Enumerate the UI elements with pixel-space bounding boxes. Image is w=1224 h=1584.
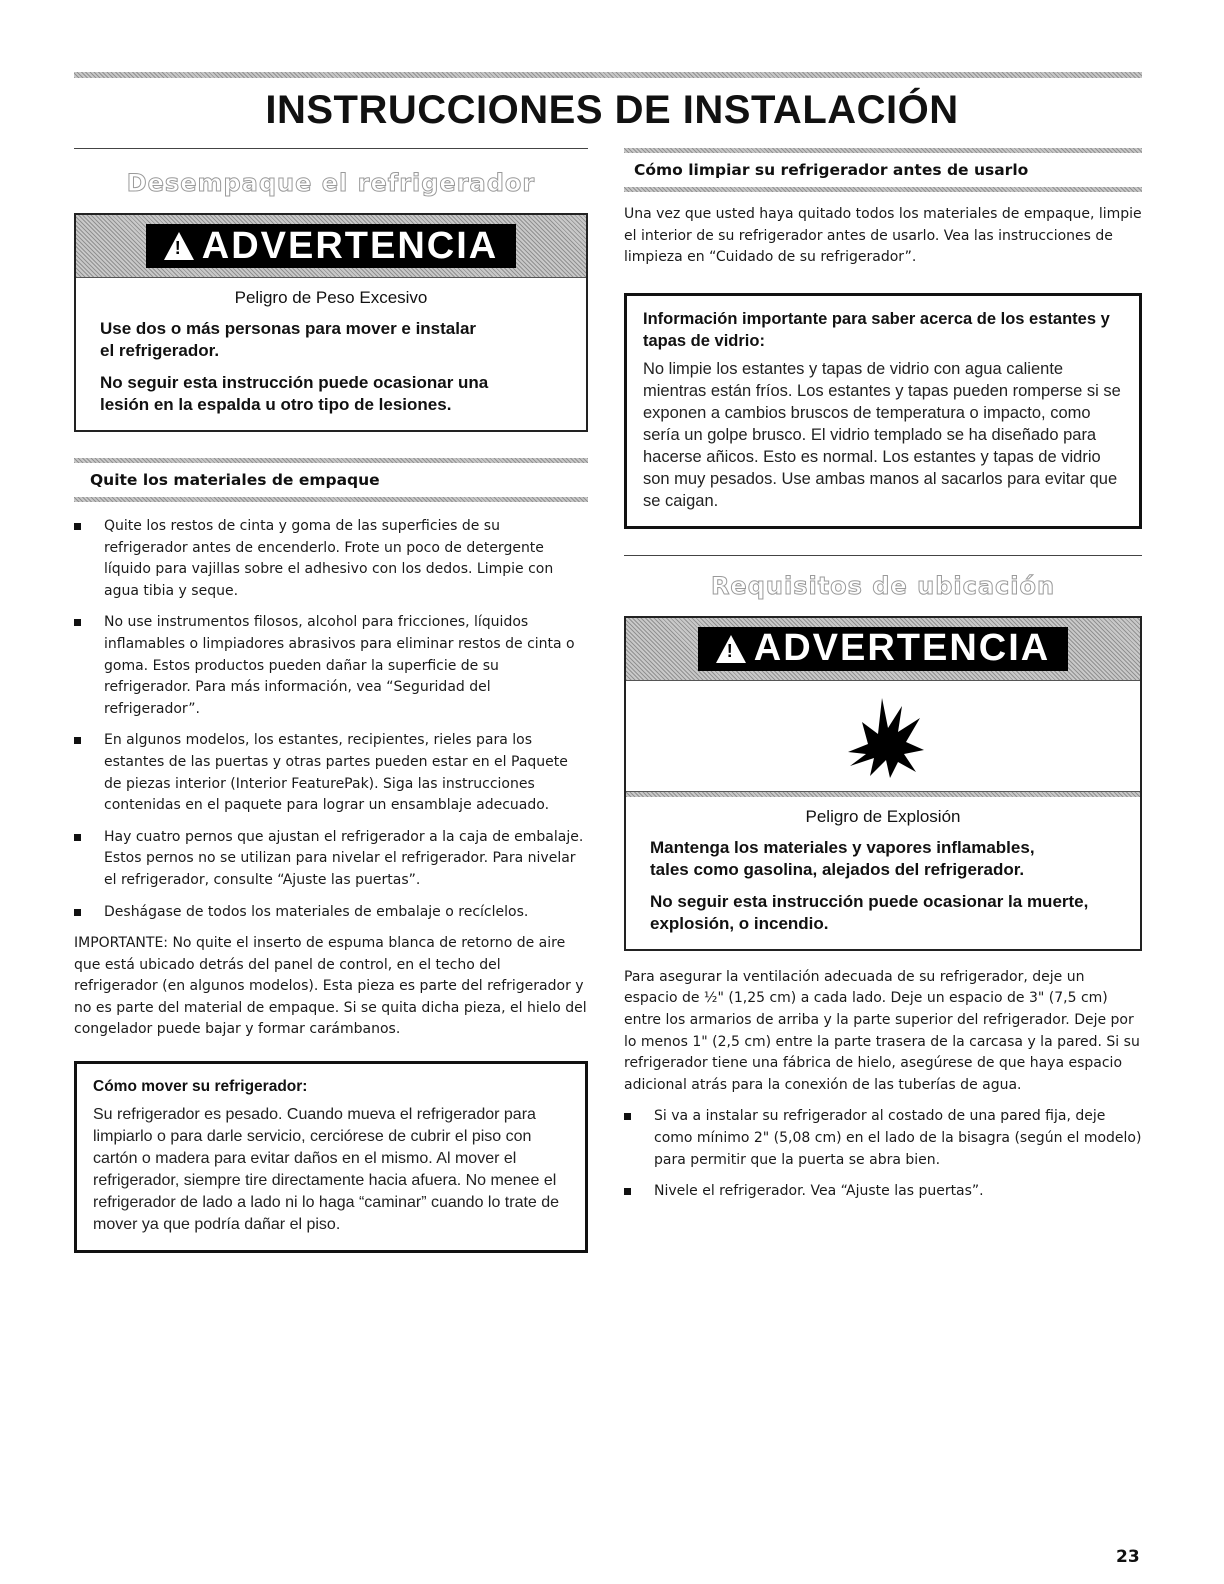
warning-instruction: Use dos o más personas para mover e instalar el refrigerador.: [100, 319, 477, 360]
glass-box-text: No limpie los estantes y tapas de vidrio con agua caliente mientras están fríos. Los estantes y tapas pueden romperse si se exponen a cambios bruscos de temperatura o impacto, como sería un golpe brusco. El vidrio templado se ha diseñado para hacerse añicos. Esto es normal. Los estantes y tapas de vidrio son muy pesados. Use ambas manos al sacarlos para evitar que se caigan.: [643, 359, 1121, 510]
packing-materials-heading: Quite los materiales de empaque: [90, 471, 380, 489]
hazard-title: Peligro de Explosión: [805, 806, 961, 826]
list-item: Hay cuatro pernos que ajustan el refrigerador a la caja de embalaje. Estos pernos no se utilizan para nivelar el refrigerador. Para nivelar el refrigerador, consulte “Ajuste las puertas”.: [74, 827, 588, 892]
warning-banner: [626, 618, 1140, 681]
list-item: No use instrumentos filosos, alcohol para fricciones, líquidos inflamables o limpiadores abrasivos para eliminar restos de cinta o goma. Estos productos pueden dañar la superficie de su refrigerador. Para más información, vea “Seguridad del refrigerador”.: [74, 612, 588, 720]
page-number: 23: [1116, 1547, 1140, 1567]
location-bullet-list: [624, 1106, 1142, 1202]
warning-body: [626, 797, 1140, 949]
warning-triangle-icon: !: [164, 232, 194, 260]
packing-bullet-list: [74, 516, 588, 923]
weight-warning-box: [74, 213, 588, 432]
warning-label: ! ADVERTENCIA: [698, 627, 1068, 671]
moving-info-box: [74, 1061, 588, 1253]
bullet-square-icon: [74, 737, 81, 744]
list-item: Nivele el refrigerador. Vea “Ajuste las puertas”.: [624, 1181, 1142, 1203]
important-note: IMPORTANTE: No quite el inserto de espuma blanca de retorno de aire que está ubicado detrás del panel de control, en el techo del refrigerador (en algunos modelos). Esta pieza es parte del refrigerador y no es parte del material de empaque. Si se quita dicha pieza, el hielo del congelador puede bajar y formar carámbanos.: [74, 935, 587, 1038]
warning-triangle-icon: !: [716, 635, 746, 663]
bullet-square-icon: [74, 523, 81, 530]
explosion-icon: [840, 692, 926, 780]
unpack-section-title: Desempaque el refrigerador: [126, 169, 536, 197]
cleaning-heading: Cómo limpiar su refrigerador antes de usarlo: [634, 161, 1029, 179]
bullet-square-icon: [74, 619, 81, 626]
bullet-square-icon: [74, 909, 81, 916]
subhead-band-bottom: [624, 187, 1142, 192]
glass-info-box: [624, 293, 1142, 529]
location-section-title: Requisitos de ubicación: [710, 571, 1056, 600]
moving-box-text: Su refrigerador es pesado. Cuando mueva el refrigerador para limpiarlo o para darle servicio, cerciórese de cubrir el piso con cartón o madera para evitar daños en el mismo. Al mover el refrigerador, siempre tire directamente hacia afuera. No menee el refrigerador de lado a lado ni lo haga “caminar” cuando lo trate de mover ya que podría dañar el piso.: [93, 1106, 560, 1234]
list-item: En algunos modelos, los estantes, recipientes, rieles para los estantes de las puertas y otras partes pueden estar en el Paquete de piezas interior (Interior FeaturePak). Siga las instrucciones contenidas en el paquete para lograr un ensamblaje adecuado.: [74, 730, 588, 816]
warning-consequence: No seguir esta instrucción puede ocasionar la muerte, explosión, o incendio.: [650, 891, 1089, 933]
hazard-title: Peligro de Peso Excesivo: [234, 288, 428, 307]
warning-banner: [76, 215, 586, 278]
warning-body: [76, 278, 586, 430]
warning-consequence: No seguir esta instrucción puede ocasionar una lesión en la espalda u otro tipo de lesiones.: [100, 373, 489, 414]
bullet-square-icon: [74, 834, 81, 841]
bullet-square-icon: [624, 1113, 631, 1120]
explosion-warning-box: [624, 616, 1142, 951]
right-column: [624, 148, 1142, 1213]
warning-instruction: Mantenga los materiales y vapores inflamables, tales como gasolina, alejados del refrigerador.: [650, 837, 1035, 879]
glass-box-title: Información importante para saber acerca de los estantes y tapas de vidrio:: [643, 309, 1110, 350]
header-rule: [74, 72, 1142, 78]
list-item: Si va a instalar su refrigerador al costado de una pared fija, deje como mínimo 2" (5,08 cm) en el lado de la bisagra (según el modelo) para permitir que la puerta se abra bien.: [624, 1106, 1142, 1171]
cleaning-text: Una vez que usted haya quitado todos los materiales de empaque, limpie el interior de su refrigerador antes de usarlo. Vea las instrucciones de limpieza en “Cuidado de su refrigerador”.: [624, 206, 1142, 266]
left-section-rule: [74, 148, 588, 149]
warning-label: ! ADVERTENCIA: [146, 224, 516, 268]
page-title: INSTRUCCIONES DE INSTALACIÓN: [265, 88, 959, 132]
right-section-rule: [624, 555, 1142, 556]
explosion-symbol-area: [626, 681, 1140, 792]
moving-box-title: Cómo mover su refrigerador:: [93, 1078, 308, 1096]
subhead-band-bottom: [74, 497, 588, 502]
bullet-square-icon: [624, 1188, 631, 1195]
list-item: Deshágase de todos los materiales de embalaje o recíclelos.: [74, 902, 588, 924]
location-text: Para asegurar la ventilación adecuada de su refrigerador, deje un espacio de ½" (1,25 cm) a cada lado. Deje un espacio de 3" (7,5 cm) entre los armarios de arriba y la parte superior del refrigerador. Deje por lo menos 1" (2,5 cm) entre la parte trasera de la carcasa y la pared. Si su refrigerador tiene una fábrica de hielo, asegúrese de que haya espacio adicional atrás para la conexión de las tuberías de agua.: [624, 968, 1140, 1093]
left-column: [74, 148, 588, 1253]
list-item: Quite los restos de cinta y goma de las superficies de su refrigerador antes de encenderlo. Frote un poco de detergente líquido para vajillas sobre el adhesivo con los dedos. Limpie con agua tibia y seque.: [74, 516, 588, 602]
